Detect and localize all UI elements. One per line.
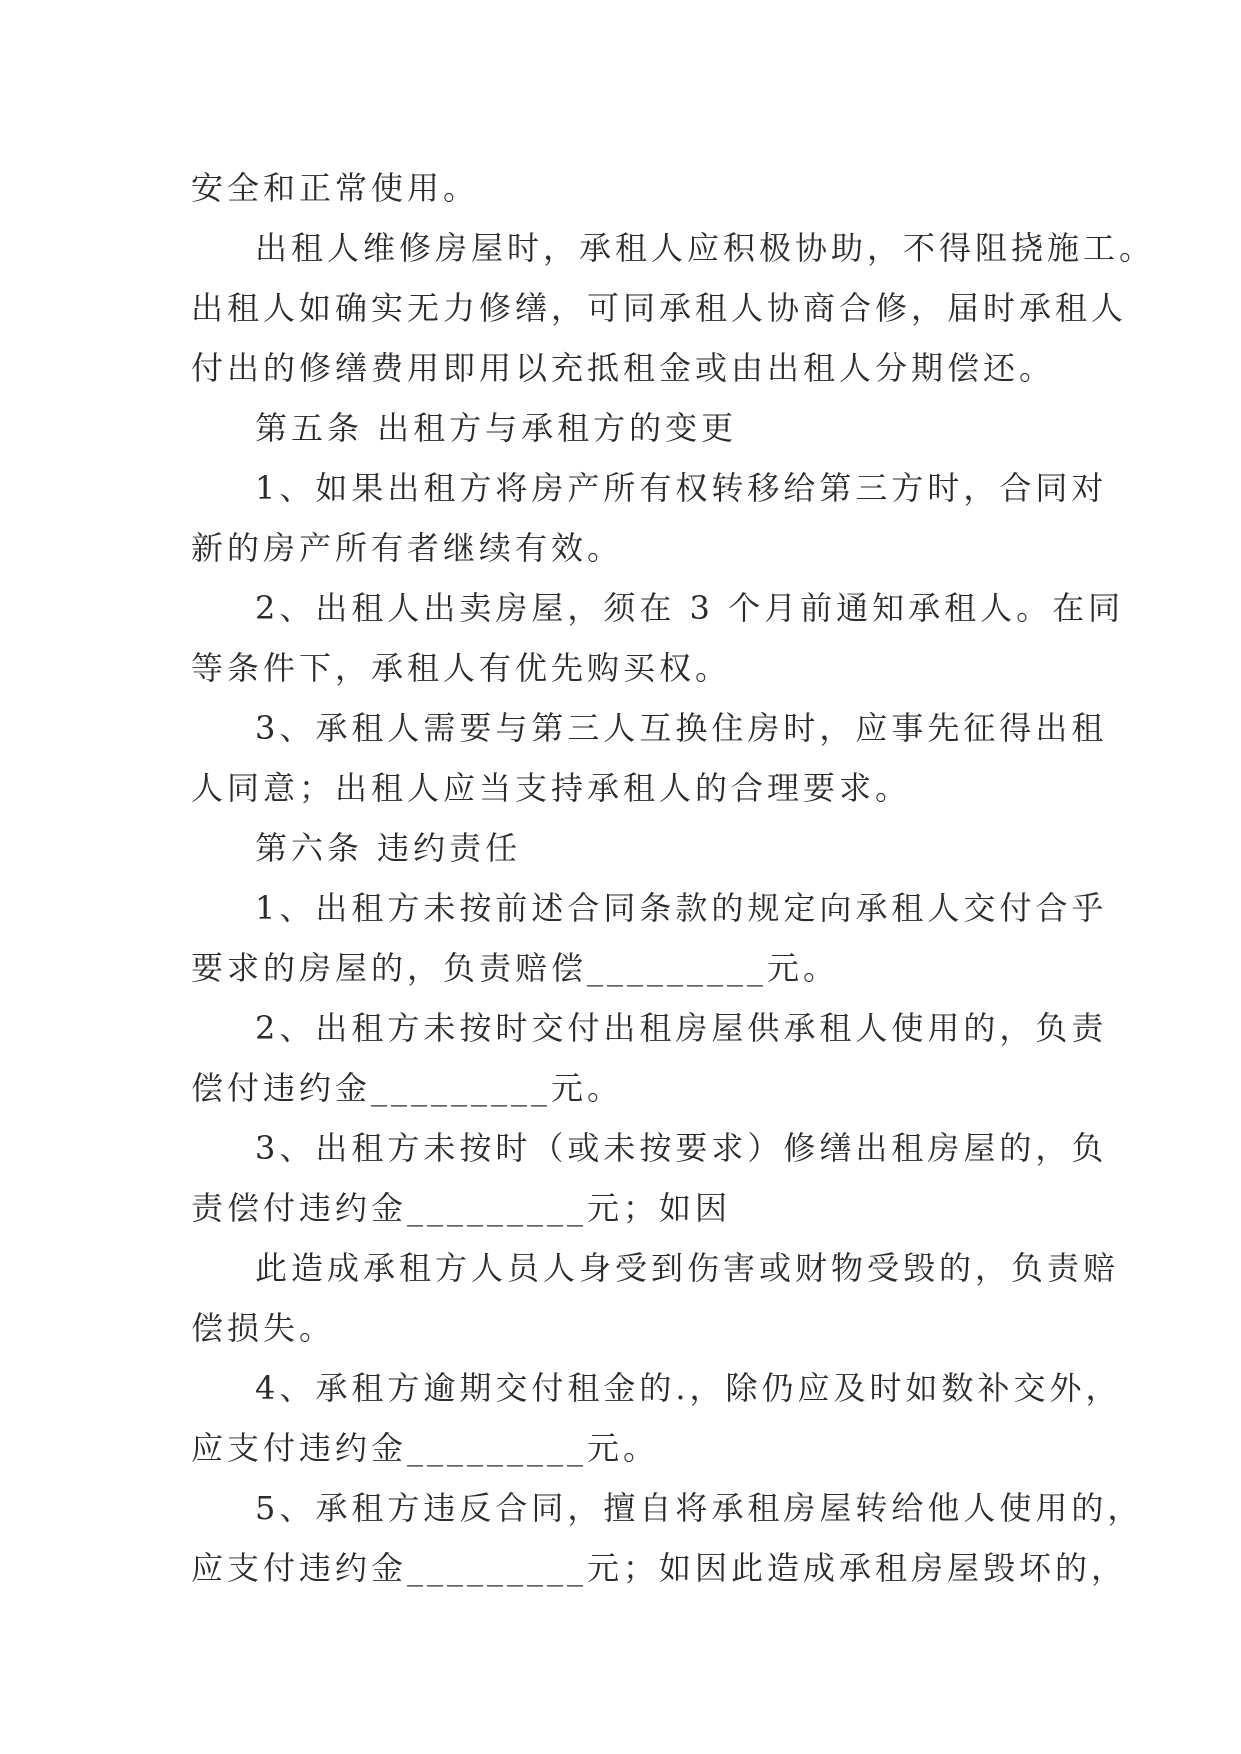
text-line-19: 此造成承租方人员人身受到伤害或财物受毁的，负责赔: [255, 1249, 1120, 1287]
text-line-17: 3、出租方未按时（或未按要求）修缮出租房屋的，负: [255, 1129, 1108, 1167]
text-line-10: 3、承租人需要与第三人互换住房时，应事先征得出租: [255, 709, 1108, 747]
contract-text: [191, 158, 1156, 1598]
text-line-23: 5、承租方违反合同，擅自将承租房屋转给他人使用的，: [255, 1489, 1144, 1527]
text-line-15: 2、出租方未按时交付出租房屋供承租人使用的，负责: [255, 1009, 1108, 1047]
text-line-16: 偿付违约金_________元。: [191, 1069, 624, 1107]
text-line-1: 安全和正常使用。: [191, 169, 480, 207]
text-line-22: 应支付违约金_________元。: [191, 1429, 660, 1467]
text-line-4: 付出的修缮费用即用以充抵租金或由出租人分期偿还。: [191, 349, 1056, 387]
text-line-11: 人同意；出租人应当支持承租人的合理要求。: [191, 769, 912, 807]
text-line-7: 新的房产所有者继续有效。: [191, 529, 624, 567]
text-line-6: 1、如果出租方将房产所有权转移给第三方时，合同对: [255, 469, 1108, 507]
text-line-20: 偿损失。: [191, 1309, 336, 1347]
section-heading-5: 第五条 出租方与承租方的变更: [255, 409, 738, 447]
text-line-14: 要求的房屋的，负责赔偿_________元。: [191, 949, 840, 987]
text-line-2: 出租人维修房屋时，承租人应积极协助，不得阻挠施工。: [255, 229, 1156, 267]
text-line-9: 等条件下，承租人有优先购买权。: [191, 649, 732, 687]
text-line-24: 应支付违约金_________元；如因此造成承租房屋毁坏的，: [191, 1549, 1128, 1587]
text-line-8: 2、出租人出卖房屋，须在 3 个月前通知承租人。在同: [255, 589, 1125, 627]
text-line-3: 出租人如确实无力修缮，可同承租人协商合修，届时承租人: [191, 289, 1128, 327]
text-line-13: 1、出租方未按前述合同条款的规定向承租人交付合乎: [255, 889, 1108, 927]
text-line-21: 4、承租方逾期交付租金的.，除仍应及时如数补交外，: [255, 1369, 1122, 1407]
text-line-18: 责偿付违约金_________元；如因: [191, 1189, 732, 1227]
section-heading-6: 第六条 违约责任: [255, 829, 522, 867]
